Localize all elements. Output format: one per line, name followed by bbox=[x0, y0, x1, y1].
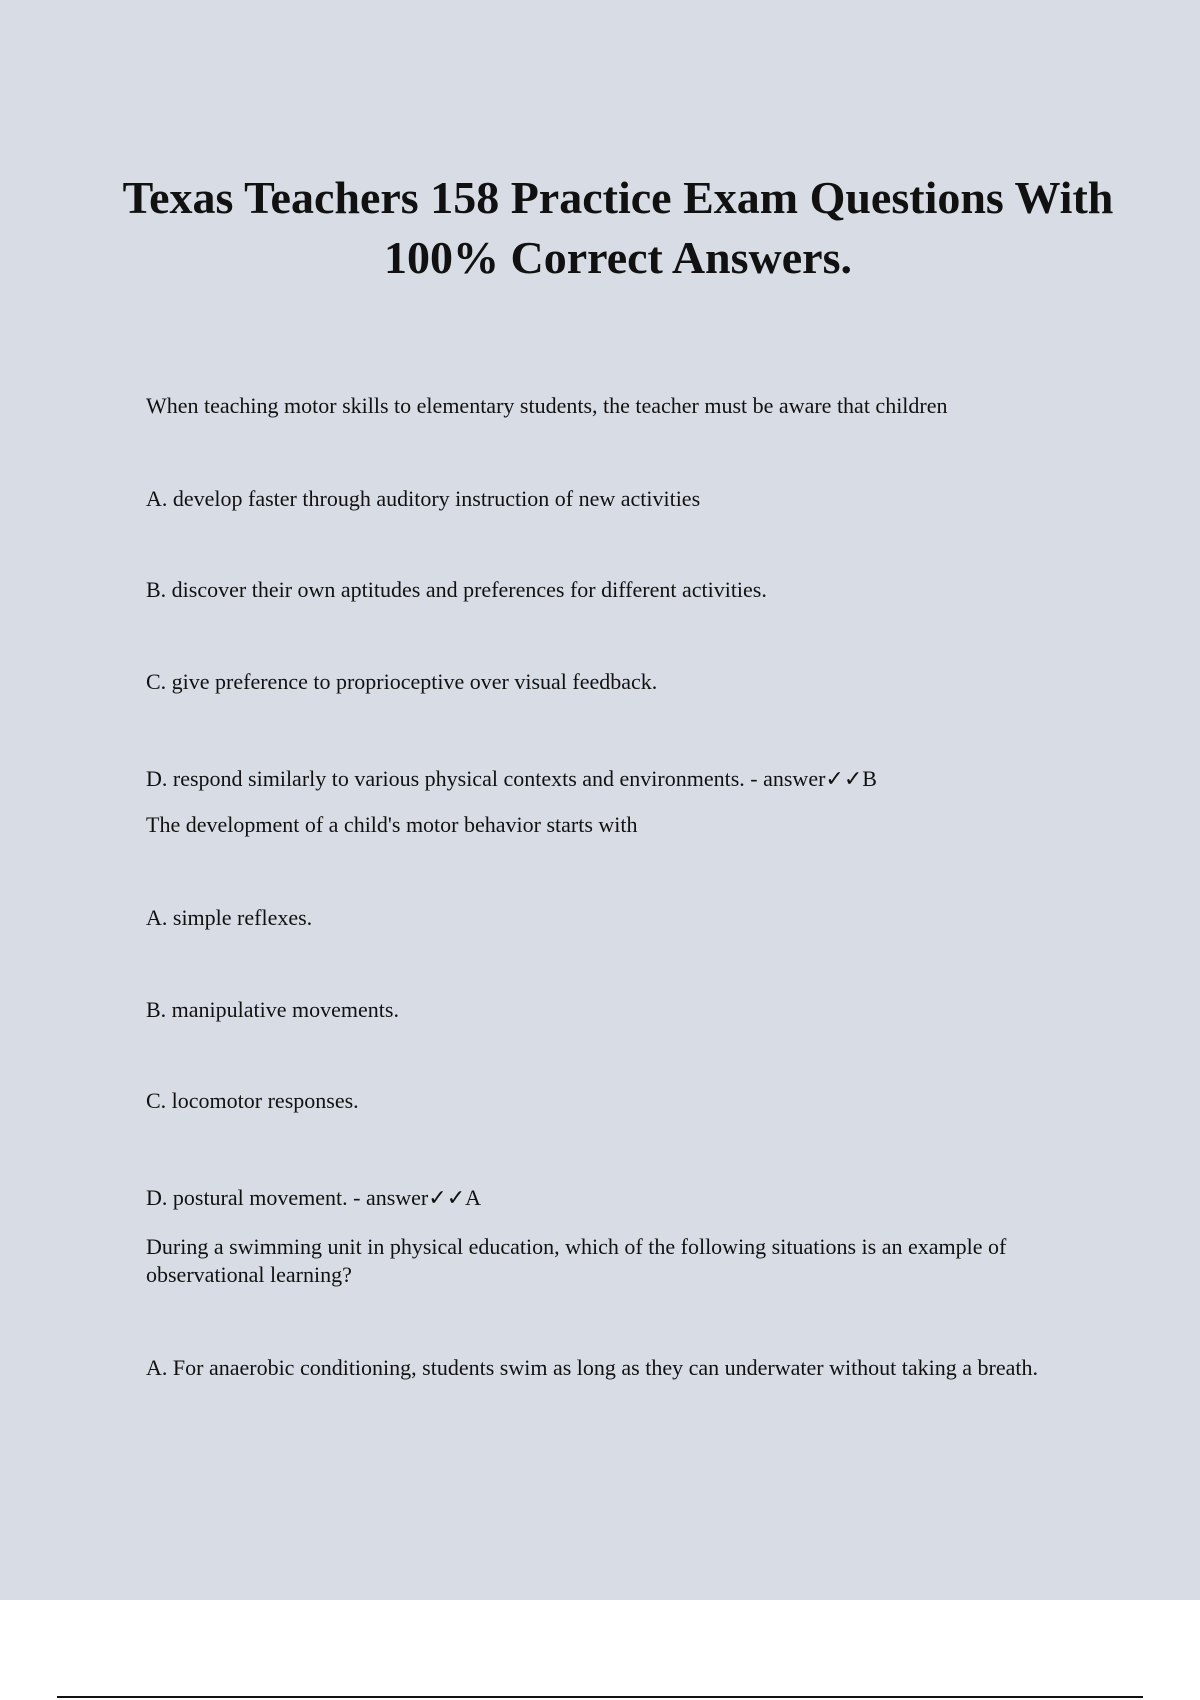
question-1-option-c: C. give preference to proprioceptive over visual feedback. bbox=[146, 669, 658, 694]
footer-divider bbox=[57, 1696, 1143, 1698]
question-2-prompt: The development of a child's motor behavior starts with bbox=[146, 812, 638, 837]
question-1-prompt: When teaching motor skills to elementary students, the teacher must be aware that children bbox=[146, 393, 948, 418]
question-3-option-a: A. For anaerobic conditioning, students swim as long as they can underwater without taking a breath. bbox=[146, 1355, 1039, 1380]
question-1-option-d-answer: D. respond similarly to various physical contexts and environments. - answer✓✓B bbox=[146, 766, 877, 791]
question-1-option-a: A. develop faster through auditory instruction of new activities bbox=[146, 486, 701, 511]
question-2-option-d-answer: D. postural movement. - answer✓✓A bbox=[146, 1185, 482, 1210]
question-2-option-a: A. simple reflexes. bbox=[146, 905, 313, 930]
question-2-option-c: C. locomotor responses. bbox=[146, 1088, 359, 1113]
question-3-prompt: During a swimming unit in physical education, which of the following situations is an example of observational learning? bbox=[146, 1234, 1007, 1287]
question-2-option-b: B. manipulative movements. bbox=[146, 997, 399, 1022]
document-title: Texas Teachers 158 Practice Exam Questions With 100% Correct Answers. bbox=[122, 172, 1114, 283]
question-1-option-b: B. discover their own aptitudes and preferences for different activities. bbox=[146, 577, 767, 602]
